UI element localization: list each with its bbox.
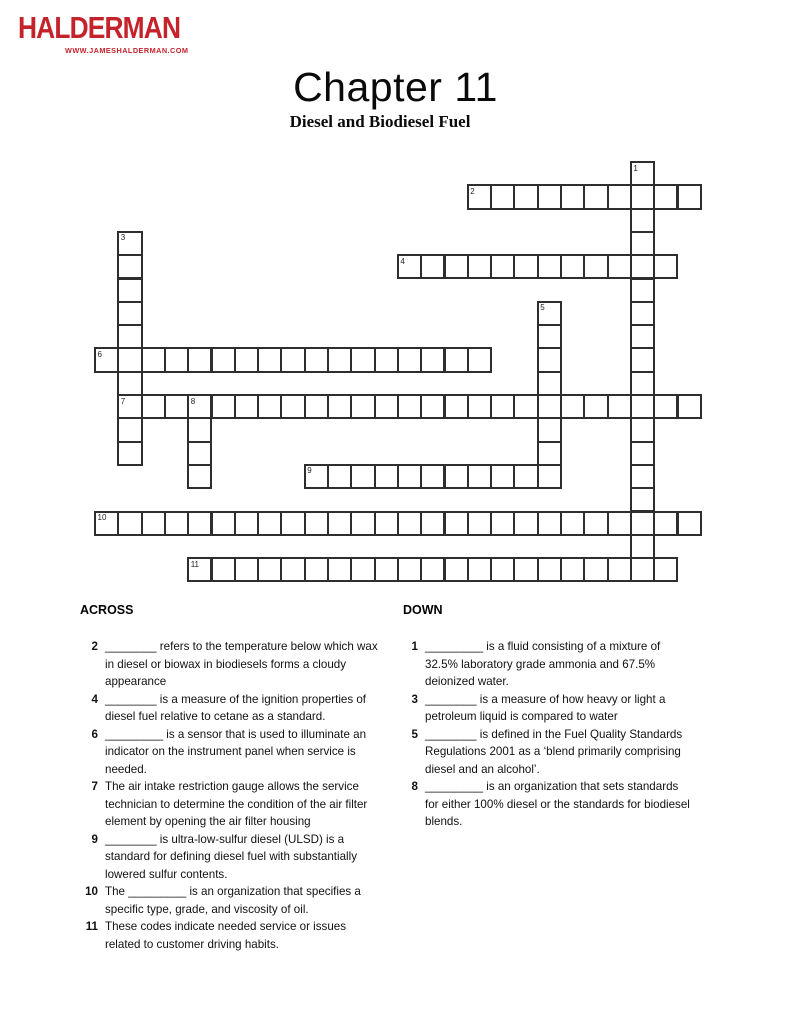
grid-cell (630, 534, 655, 559)
grid-cell (537, 557, 562, 582)
grid-cell (304, 557, 329, 582)
grid-cell (94, 511, 119, 536)
clue-item (80, 831, 385, 884)
grid-cell (280, 511, 305, 536)
grid-cell (187, 464, 212, 489)
cell-number: 5 (540, 303, 545, 313)
grid-cell (560, 557, 585, 582)
clue-text: ________ is defined in the Fuel Quality Standards Regulations 2001 as a ‘blend primarily comprising diesel and an alcohol’. (425, 727, 683, 776)
cell-number: 11 (190, 559, 199, 569)
grid-cell (677, 394, 702, 419)
clue-item (403, 691, 698, 726)
grid-cell (117, 254, 142, 279)
page-subtitle: Diesel and Biodiesel Fuel (289, 112, 471, 131)
grid-cell (420, 511, 445, 536)
grid-cell (653, 184, 678, 209)
clue-text: ________ refers to the temperature below which wax in diesel or biowax in biodiesels forms a cloudy appearance (105, 640, 378, 688)
grid-cell (630, 557, 655, 582)
grid-cell (583, 254, 608, 279)
grid-cell (397, 394, 422, 419)
clue-number: 9 (91, 832, 98, 846)
clue-text: ________ is ultra-low-sulfur diesel (ULSD) is a standard for defining diesel fuel with substantially lowered sulfur contents. (105, 832, 357, 881)
grid-cell (374, 347, 399, 372)
grid-cell (304, 394, 329, 419)
cell-number: 4 (400, 256, 405, 266)
grid-cell (467, 557, 492, 582)
grid-cell (630, 487, 655, 512)
grid-cell (630, 324, 655, 349)
clue-number: 2 (91, 640, 98, 653)
grid-cell (630, 161, 655, 186)
grid-cell (490, 511, 515, 536)
clue-number: 10 (85, 885, 98, 898)
page-title: Chapter 11 (293, 64, 498, 110)
grid-cell (117, 324, 142, 349)
grid-cell (583, 557, 608, 582)
clue-item (80, 726, 385, 779)
clue-item (80, 691, 385, 726)
grid-cell (490, 394, 515, 419)
grid-cell (117, 394, 142, 419)
grid-cell (117, 511, 142, 536)
grid-cell (280, 347, 305, 372)
grid-cell (350, 557, 375, 582)
clue-item (80, 883, 385, 918)
grid-cell (234, 347, 259, 372)
grid-cell (513, 184, 538, 209)
grid-cell (583, 184, 608, 209)
clue-text: _________ is an organization that sets standards for either 100% diesel or the standards for biodiesel blends. (425, 780, 690, 828)
grid-cell (677, 184, 702, 209)
grid-cell (537, 301, 562, 326)
clue-text: ________ is a measure of how heavy or light a petroleum liquid is compared to water (425, 692, 666, 723)
grid-cell (490, 184, 515, 209)
grid-cell (117, 231, 142, 256)
grid-cell (304, 464, 329, 489)
grid-cell (280, 394, 305, 419)
grid-cell (653, 254, 678, 279)
grid-cell (444, 394, 469, 419)
grid-cell (607, 254, 632, 279)
grid-cell (537, 347, 562, 372)
grid-cell (164, 394, 189, 419)
grid-cell (397, 347, 422, 372)
grid-cell (560, 254, 585, 279)
grid-cell (374, 557, 399, 582)
clue-item (80, 638, 385, 691)
clue-number: 6 (91, 727, 98, 741)
grid-cell (117, 371, 142, 396)
grid-cell (257, 511, 282, 536)
grid-cell (234, 557, 259, 582)
grid-cell (630, 371, 655, 396)
cell-number: 1 (633, 163, 638, 173)
grid-cell (164, 347, 189, 372)
grid-cell (513, 557, 538, 582)
grid-cell (467, 254, 492, 279)
grid-cell (537, 511, 562, 536)
cell-number: 2 (470, 186, 475, 196)
grid-cell (420, 557, 445, 582)
grid-cell (187, 557, 212, 582)
down-heading: DOWN (403, 603, 443, 617)
across-clue-list (80, 638, 385, 953)
grid-cell (653, 511, 678, 536)
across-heading: ACROSS (80, 603, 134, 617)
clue-number: 3 (411, 692, 418, 706)
grid-cell (653, 557, 678, 582)
grid-cell (117, 347, 142, 372)
grid-cell (560, 394, 585, 419)
halderman-logo-url: WWW.JAMESHALDERMAN.COM (65, 46, 189, 55)
grid-cell (280, 557, 305, 582)
grid-cell (257, 394, 282, 419)
grid-cell (467, 184, 492, 209)
grid-cell (630, 464, 655, 489)
grid-cell (467, 394, 492, 419)
grid-cell (327, 464, 352, 489)
grid-cell (513, 464, 538, 489)
clue-text: _________ is a fluid consisting of a mixture of 32.5% laboratory grade ammonia and 67.5% deionized water. (425, 640, 661, 688)
grid-cell (537, 254, 562, 279)
grid-cell (420, 254, 445, 279)
grid-cell (607, 184, 632, 209)
grid-cell (327, 557, 352, 582)
clue-item (403, 778, 698, 831)
grid-cell (537, 441, 562, 466)
grid-cell (94, 347, 119, 372)
clue-number: 8 (411, 780, 418, 793)
grid-cell (630, 208, 655, 233)
grid-cell (187, 417, 212, 442)
clue-number: 1 (411, 640, 418, 653)
cell-number: 7 (120, 396, 126, 406)
grid-cell (630, 278, 655, 303)
grid-cell (653, 394, 678, 419)
grid-cell (537, 184, 562, 209)
grid-cell (211, 511, 236, 536)
grid-cell (141, 347, 166, 372)
grid-cell (234, 511, 259, 536)
clue-text: The air intake restriction gauge allows the service technician to determine the condition of the air filter element by opening the air filter housing (105, 780, 368, 828)
cell-number: 3 (120, 233, 126, 243)
grid-cell (607, 511, 632, 536)
grid-cell (304, 511, 329, 536)
grid-cell (374, 394, 399, 419)
cell-number: 8 (190, 396, 196, 406)
grid-cell (583, 511, 608, 536)
grid-cell (420, 464, 445, 489)
grid-cell (141, 511, 166, 536)
grid-cell (350, 464, 375, 489)
grid-cell (211, 394, 236, 419)
grid-cell (630, 417, 655, 442)
grid-cell (397, 511, 422, 536)
grid-cell (444, 254, 469, 279)
grid-cell (630, 231, 655, 256)
grid-cell (630, 254, 655, 279)
grid-cell (350, 511, 375, 536)
grid-cell (327, 394, 352, 419)
grid-cell (630, 511, 655, 536)
grid-cell (630, 301, 655, 326)
clue-item (80, 918, 385, 953)
grid-cell (537, 394, 562, 419)
grid-cell (467, 511, 492, 536)
grid-cell (117, 301, 142, 326)
clue-text: The _________ is an organization that specifies a specific type, grade, and viscosity of oil. (105, 885, 361, 916)
grid-cell (234, 394, 259, 419)
grid-cell (374, 464, 399, 489)
clue-item (80, 778, 385, 831)
cell-number: 9 (307, 466, 312, 476)
grid-cell (630, 184, 655, 209)
grid-cell (513, 394, 538, 419)
grid-cell (607, 557, 632, 582)
grid-cell (677, 511, 702, 536)
grid-cell (397, 254, 422, 279)
grid-cell (444, 557, 469, 582)
grid-cell (490, 464, 515, 489)
grid-cell (444, 347, 469, 372)
grid-cell (444, 464, 469, 489)
grid-cell (513, 511, 538, 536)
grid-cell (350, 347, 375, 372)
clue-text: These codes indicate needed service or issues related to customer driving habits. (105, 920, 347, 951)
grid-cell (117, 278, 142, 303)
crossword-grid (94, 161, 704, 585)
clue-text: _________ is a sensor that is used to illuminate an indicator on the instrument panel when service is needed. (105, 727, 367, 776)
clue-text: ________ is a measure of the ignition properties of diesel fuel relative to cetane as a standard. (105, 692, 367, 723)
grid-cell (444, 511, 469, 536)
grid-cell (420, 347, 445, 372)
clue-number: 7 (91, 780, 98, 793)
clue-item (403, 726, 698, 779)
grid-cell (420, 394, 445, 419)
across-clues-section (80, 603, 385, 953)
grid-cell (397, 557, 422, 582)
grid-cell (187, 511, 212, 536)
grid-cell (257, 347, 282, 372)
cell-number: 6 (97, 349, 102, 359)
grid-cell (630, 347, 655, 372)
grid-cell (374, 511, 399, 536)
grid-cell (141, 394, 166, 419)
grid-cell (630, 394, 655, 419)
grid-cell (560, 184, 585, 209)
grid-cell (187, 394, 212, 419)
grid-cell (327, 511, 352, 536)
grid-cell (211, 557, 236, 582)
grid-cell (490, 254, 515, 279)
grid-cell (560, 511, 585, 536)
halderman-logo-text: HALDERMAN (18, 10, 181, 45)
grid-cell (164, 511, 189, 536)
grid-cell (397, 464, 422, 489)
grid-cell (327, 347, 352, 372)
down-clues-section (403, 603, 698, 831)
clue-number: 4 (91, 692, 98, 706)
grid-cell (537, 324, 562, 349)
down-clue-list (403, 638, 698, 831)
grid-cell (513, 254, 538, 279)
grid-cell (257, 557, 282, 582)
grid-cell (467, 464, 492, 489)
grid-cell (537, 417, 562, 442)
grid-cell (304, 347, 329, 372)
clue-number: 5 (411, 727, 418, 741)
grid-cell (117, 417, 142, 442)
halderman-logo (18, 12, 218, 62)
grid-cell (537, 464, 562, 489)
grid-cell (630, 441, 655, 466)
grid-cell (607, 394, 632, 419)
grid-cell (537, 371, 562, 396)
grid-cell (211, 347, 236, 372)
grid-cell (187, 347, 212, 372)
grid-cell (187, 441, 212, 466)
cell-number: 10 (97, 513, 107, 522)
grid-cell (350, 394, 375, 419)
grid-cell (583, 394, 608, 419)
clue-number: 11 (85, 920, 98, 933)
grid-cell (117, 441, 142, 466)
grid-cell (490, 557, 515, 582)
grid-cell (467, 347, 492, 372)
clue-item (403, 638, 698, 691)
